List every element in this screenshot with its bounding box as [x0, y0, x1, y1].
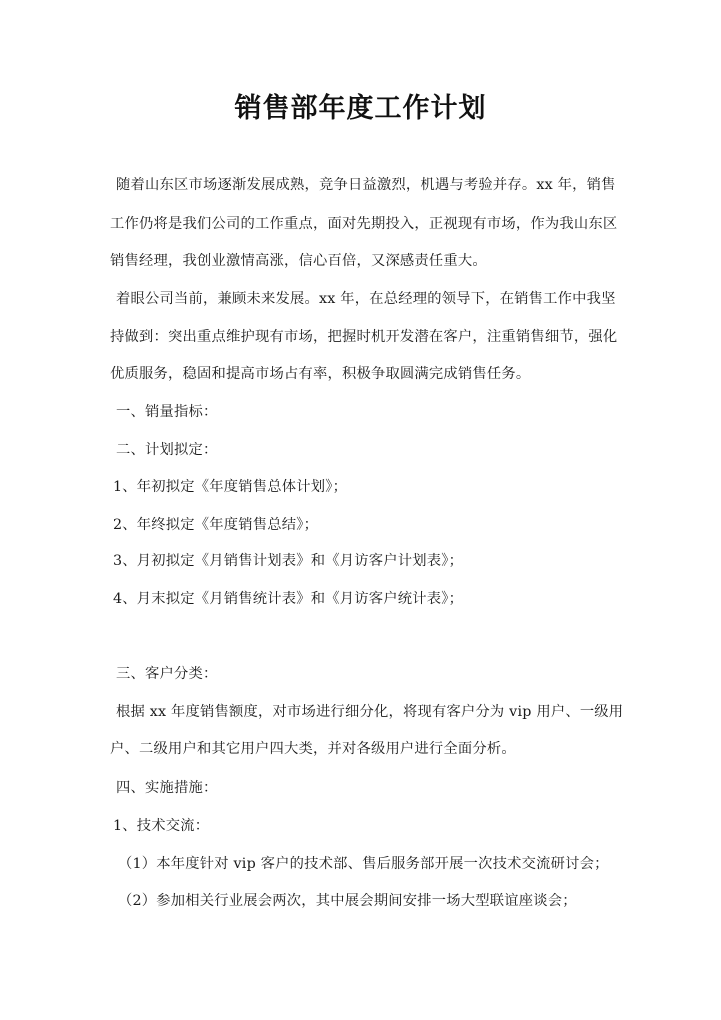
- list-item: 1、年初拟定《年度销售总体计划》；: [113, 479, 348, 495]
- subsection-heading-tech-exchange: 1、技术交流：: [113, 818, 210, 834]
- list-item: 4、月末拟定《月销售统计表》和《月访客户统计表》；: [113, 591, 464, 607]
- paragraph-line: 工作仍将是我们公司的工作重点，面对先期投入，正视现有市场，作为我山东区: [110, 216, 618, 232]
- document-title: 销售部年度工作计划: [234, 93, 487, 124]
- list-item: 2、年终拟定《年度销售总结》；: [113, 517, 319, 533]
- paragraph-line: 优质服务，稳固和提高市场占有率，积极争取圆满完成销售任务。: [110, 366, 531, 382]
- paragraph-line: 着眼公司当前，兼顾未来发展。xx 年，在总经理的领导下，在销售工作中我坚: [116, 291, 616, 307]
- paragraph-line: 随着山东区市场逐渐发展成熟，竞争日益激烈，机遇与考验并存。xx 年，销售: [116, 177, 616, 193]
- list-item: 3、月初拟定《月销售计划表》和《月访客户计划表》；: [113, 553, 464, 569]
- section-heading-customer-classification: 三、客户分类：: [116, 666, 218, 682]
- section-heading-implementation: 四、实施措施：: [116, 780, 218, 796]
- list-item: （1）本年度针对 vip 客户的技术部、售后服务部开展一次技术交流研讨会；: [118, 856, 609, 872]
- paragraph-line: 销售经理，我创业激情高涨，信心百倍，又深感责任重大。: [110, 253, 487, 269]
- list-item: （2）参加相关行业展会两次，其中展会期间安排一场大型联谊座谈会；: [118, 893, 577, 909]
- section-heading-plan-drafting: 二、计划拟定：: [116, 442, 218, 458]
- paragraph-line: 户、二级用户和其它用户四大类，并对各级用户进行全面分析。: [110, 741, 516, 757]
- section-heading-sales-targets: 一、销量指标：: [116, 404, 218, 420]
- paragraph-line: 持做到：突出重点维护现有市场，把握时机开发潜在客户，注重销售细节，强化: [110, 329, 618, 345]
- paragraph-line: 根据 xx 年度销售额度，对市场进行细分化，将现有客户分为 vip 用户、一级用: [116, 704, 624, 720]
